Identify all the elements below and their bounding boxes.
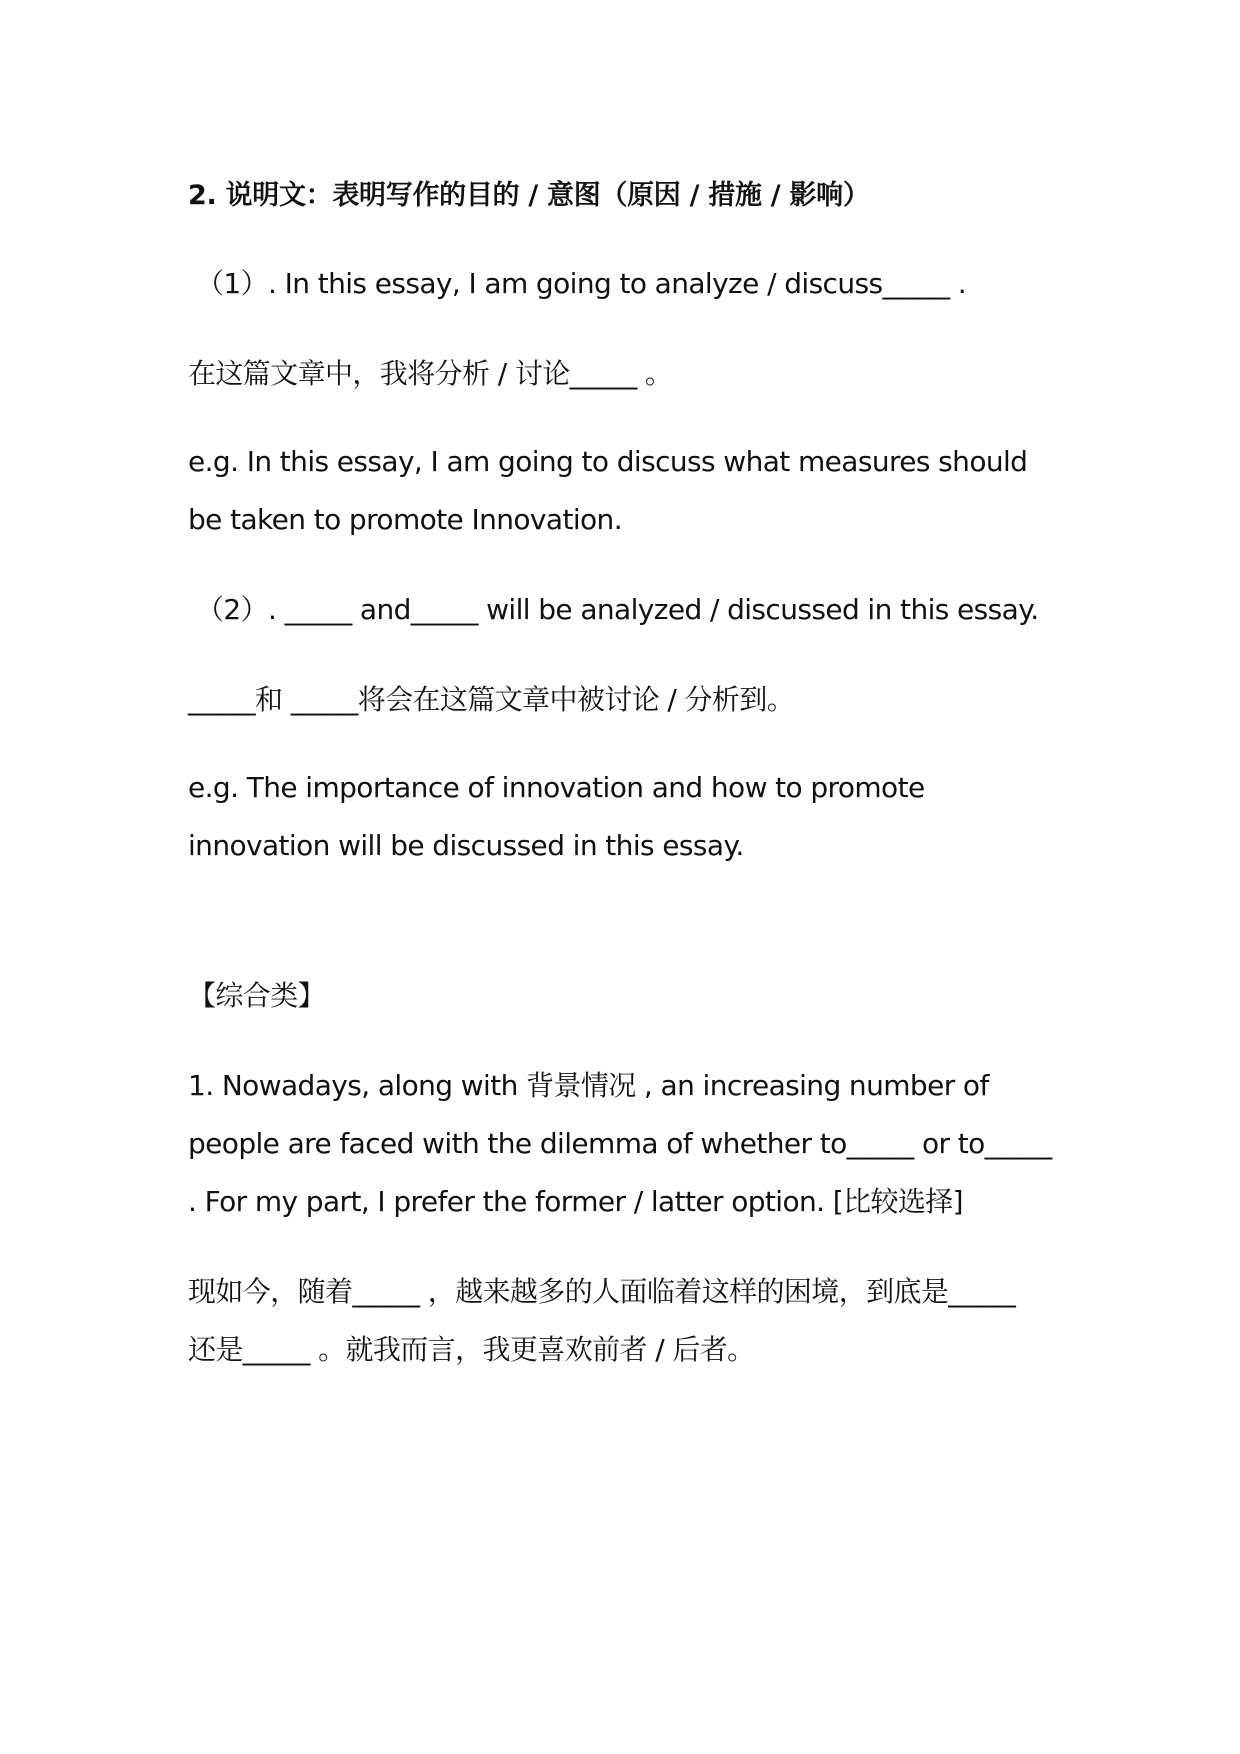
comprehensive-translation-line-1: 现如今，随着_____ ，越来越多的人面临着这样的困境，到底是_____ (188, 1275, 1016, 1308)
item2-translation: _____和 _____将会在这篇文章中被讨论 / 分析到。 (188, 683, 795, 716)
comprehensive-template-line-1: 1. Nowadays, along with 背景情况 , an increasing number of (188, 1069, 989, 1102)
comprehensive-template-line-3: . For my part, I prefer the former / latter option. [比较选择] (188, 1185, 963, 1218)
item2-example-line-1: e.g. The importance of innovation and how to promote (188, 771, 925, 804)
section-heading: 2. 说明文：表明写作的目的 / 意图（原因 / 措施 / 影响） (188, 180, 870, 211)
item1-example-line-1: e.g. In this essay, I am going to discuss what measures should (188, 445, 1028, 478)
item2-template: （2）. _____ and_____ will be analyzed / discussed in this essay. (196, 593, 1039, 626)
item1-template: （1）. In this essay, I am going to analyze / discuss_____ . (196, 267, 967, 300)
item1-translation: 在这篇文章中，我将分析 / 讨论_____ 。 (188, 357, 673, 390)
comprehensive-translation-line-2: 还是_____ 。就我而言，我更喜欢前者 / 后者。 (188, 1333, 755, 1366)
comprehensive-label: 【综合类】 (188, 979, 326, 1012)
item1-example-line-2: be taken to promote Innovation. (188, 503, 622, 536)
item2-example-line-2: innovation will be discussed in this essay. (188, 829, 744, 862)
comprehensive-template-line-2: people are faced with the dilemma of whether to_____ or to_____ (188, 1127, 1052, 1160)
